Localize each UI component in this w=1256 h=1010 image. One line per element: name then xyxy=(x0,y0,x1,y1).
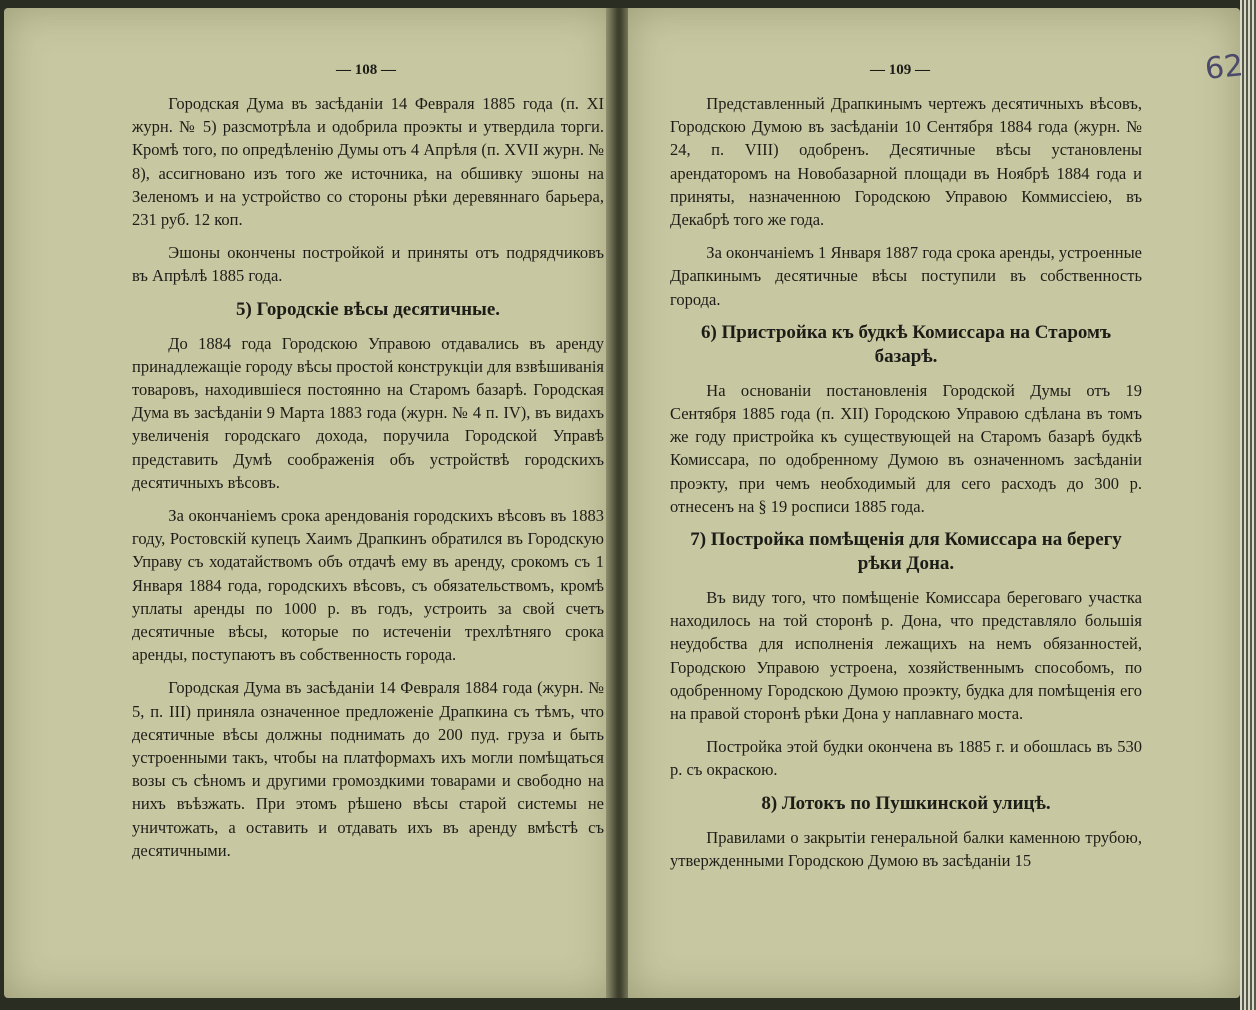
page-number-right: — 109 — xyxy=(870,62,930,78)
left-page xyxy=(4,8,612,998)
paragraph: За окончаніемъ 1 Января 1887 года срока аренды, устроенные Драпкинымъ десятичные вѣсы поступили въ собственность города. xyxy=(670,243,1142,309)
right-page xyxy=(628,8,1240,998)
section-heading-8: 8) Лотокъ по Пушкинской улицѣ. xyxy=(761,792,1051,814)
page-number-left: — 108 — xyxy=(336,62,396,78)
left-text-column xyxy=(132,66,604,872)
paragraph: Постройка этой будки окончена въ 1885 г. и обошлась въ 530 р. съ окраскою. xyxy=(670,737,1142,780)
handwritten-folio-number: 62 xyxy=(1203,48,1245,87)
paragraph: Въ виду того, что помѣщеніе Комиссара береговаго участка находилось на той сторонѣ р. Дона, что представляло большія неудобства для исполненія лежащихъ на немъ обязанностей, Городскою Управою устроена, хозяйственнымъ способомъ, по одобренному Городскою Думою проэкту, будка для помѣщенія его на правой сторонѣ рѣки Дона у наплавнаго моста. xyxy=(670,588,1142,724)
page-edges xyxy=(1240,0,1256,1010)
paragraph: Городская Дума въ засѣданіи 14 Февраля 1884 года (журн. № 5, п. III) приняла означенное предложеніе Драпкина съ тѣмъ, что десятичные вѣсы должны поднимать до 200 пуд. груза и быть устроенными такъ, чтобы на платформахъ ихъ могли помѣщаться возы съ сѣномъ и другими громоздкими товарами и свободно на нихъ въѣзжать. При этомъ рѣшено вѣсы старой системы не уничтожать, а оставить и отдавать ихъ въ аренду вмѣстѣ съ десятичными. xyxy=(132,678,604,860)
paragraph: Правилами о закрытіи генеральной балки каменною трубою, утвержденными Городскою Думою въ засѣданіи 15 xyxy=(670,827,1142,870)
section-heading-5: 5) Городскіе вѣсы десятичные. xyxy=(235,298,501,320)
section-heading-6: 6) Пристройка къ будкѣ Комиссара на Старомъ базарѣ. xyxy=(700,321,1112,367)
paragraph: До 1884 года Городскою Управою отдавались въ аренду принадлежащіе городу вѣсы простой конструкціи для взвѣшиванія товаровъ, находившіеся постоянно на Старомъ базарѣ. Городская Дума въ засѣданіи 9 Марта 1883 года (журн. № 4 п. IV), въ видахъ увеличенія городскаго дохода, поручила Городской Управѣ представить Думѣ соображенія объ устройствѣ городскихъ десятичныхъ вѣсовъ. xyxy=(132,333,604,492)
paragraph: На основаніи постановленія Городской Думы отъ 19 Сентября 1885 года (п. XII) Городскою Управою сдѣлана въ томъ же году пристройка къ существующей на Старомъ базарѣ будкѣ Комиссара, по одобренному Думою въ означенномъ засѣданіи проэкту, при чемъ необходимый для сего расходъ до 300 р. отнесенъ на § 19 росписи 1885 года. xyxy=(670,380,1142,516)
right-text-column xyxy=(670,66,1142,882)
paragraph: За окончаніемъ срока арендованія городскихъ вѣсовъ въ 1883 году, Ростовскій купецъ Хаимъ Драпкинъ обратился въ Городскую Управу съ ходатайствомъ объ отдачѣ ему въ аренду, срокомъ съ 1 Января 1884 года, городскихъ вѣсовъ, съ обязательствомъ, кромѣ уплаты аренды по 1000 р. въ годъ, устроить за свой счетъ десятичные вѣсы, которые по истеченіи трехлѣтняго срока аренды, поступаютъ въ собственность города. xyxy=(132,506,604,665)
paragraph: Эшоны окончены постройкой и приняты отъ подрядчиковъ въ Апрѣлѣ 1885 года. xyxy=(132,243,604,286)
paragraph: Представленный Драпкинымъ чертежъ десятичныхъ вѣсовъ, Городскою Думою въ засѣданіи 10 Сентября 1884 года (журн. № 24, п. VIII) одобренъ. Десятичные вѣсы установлены арендаторомъ на Новобазарной площади въ Ноябрѣ 1884 года и приняты, назначенною Городскою Управою Коммиссіею, въ Декабрѣ того же года. xyxy=(670,94,1142,230)
paragraph: Городская Дума въ засѣданіи 14 Февраля 1885 года (п. XI журн. № 5) разсмотрѣла и одобрила проэкты и утвердила торги. Кромѣ того, по опредѣленію Думы отъ 4 Апрѣля (п. XVII журн. № 8), ассигновано изъ того же источника, на обшивку эшоны на Зеленомъ и на устройство со стороны рѣки деревяннаго барьера, 231 руб. 12 коп. xyxy=(132,94,604,230)
section-heading-7: 7) Постройка помѣщенія для Комиссара на берегу рѣки Дона. xyxy=(690,529,1122,575)
